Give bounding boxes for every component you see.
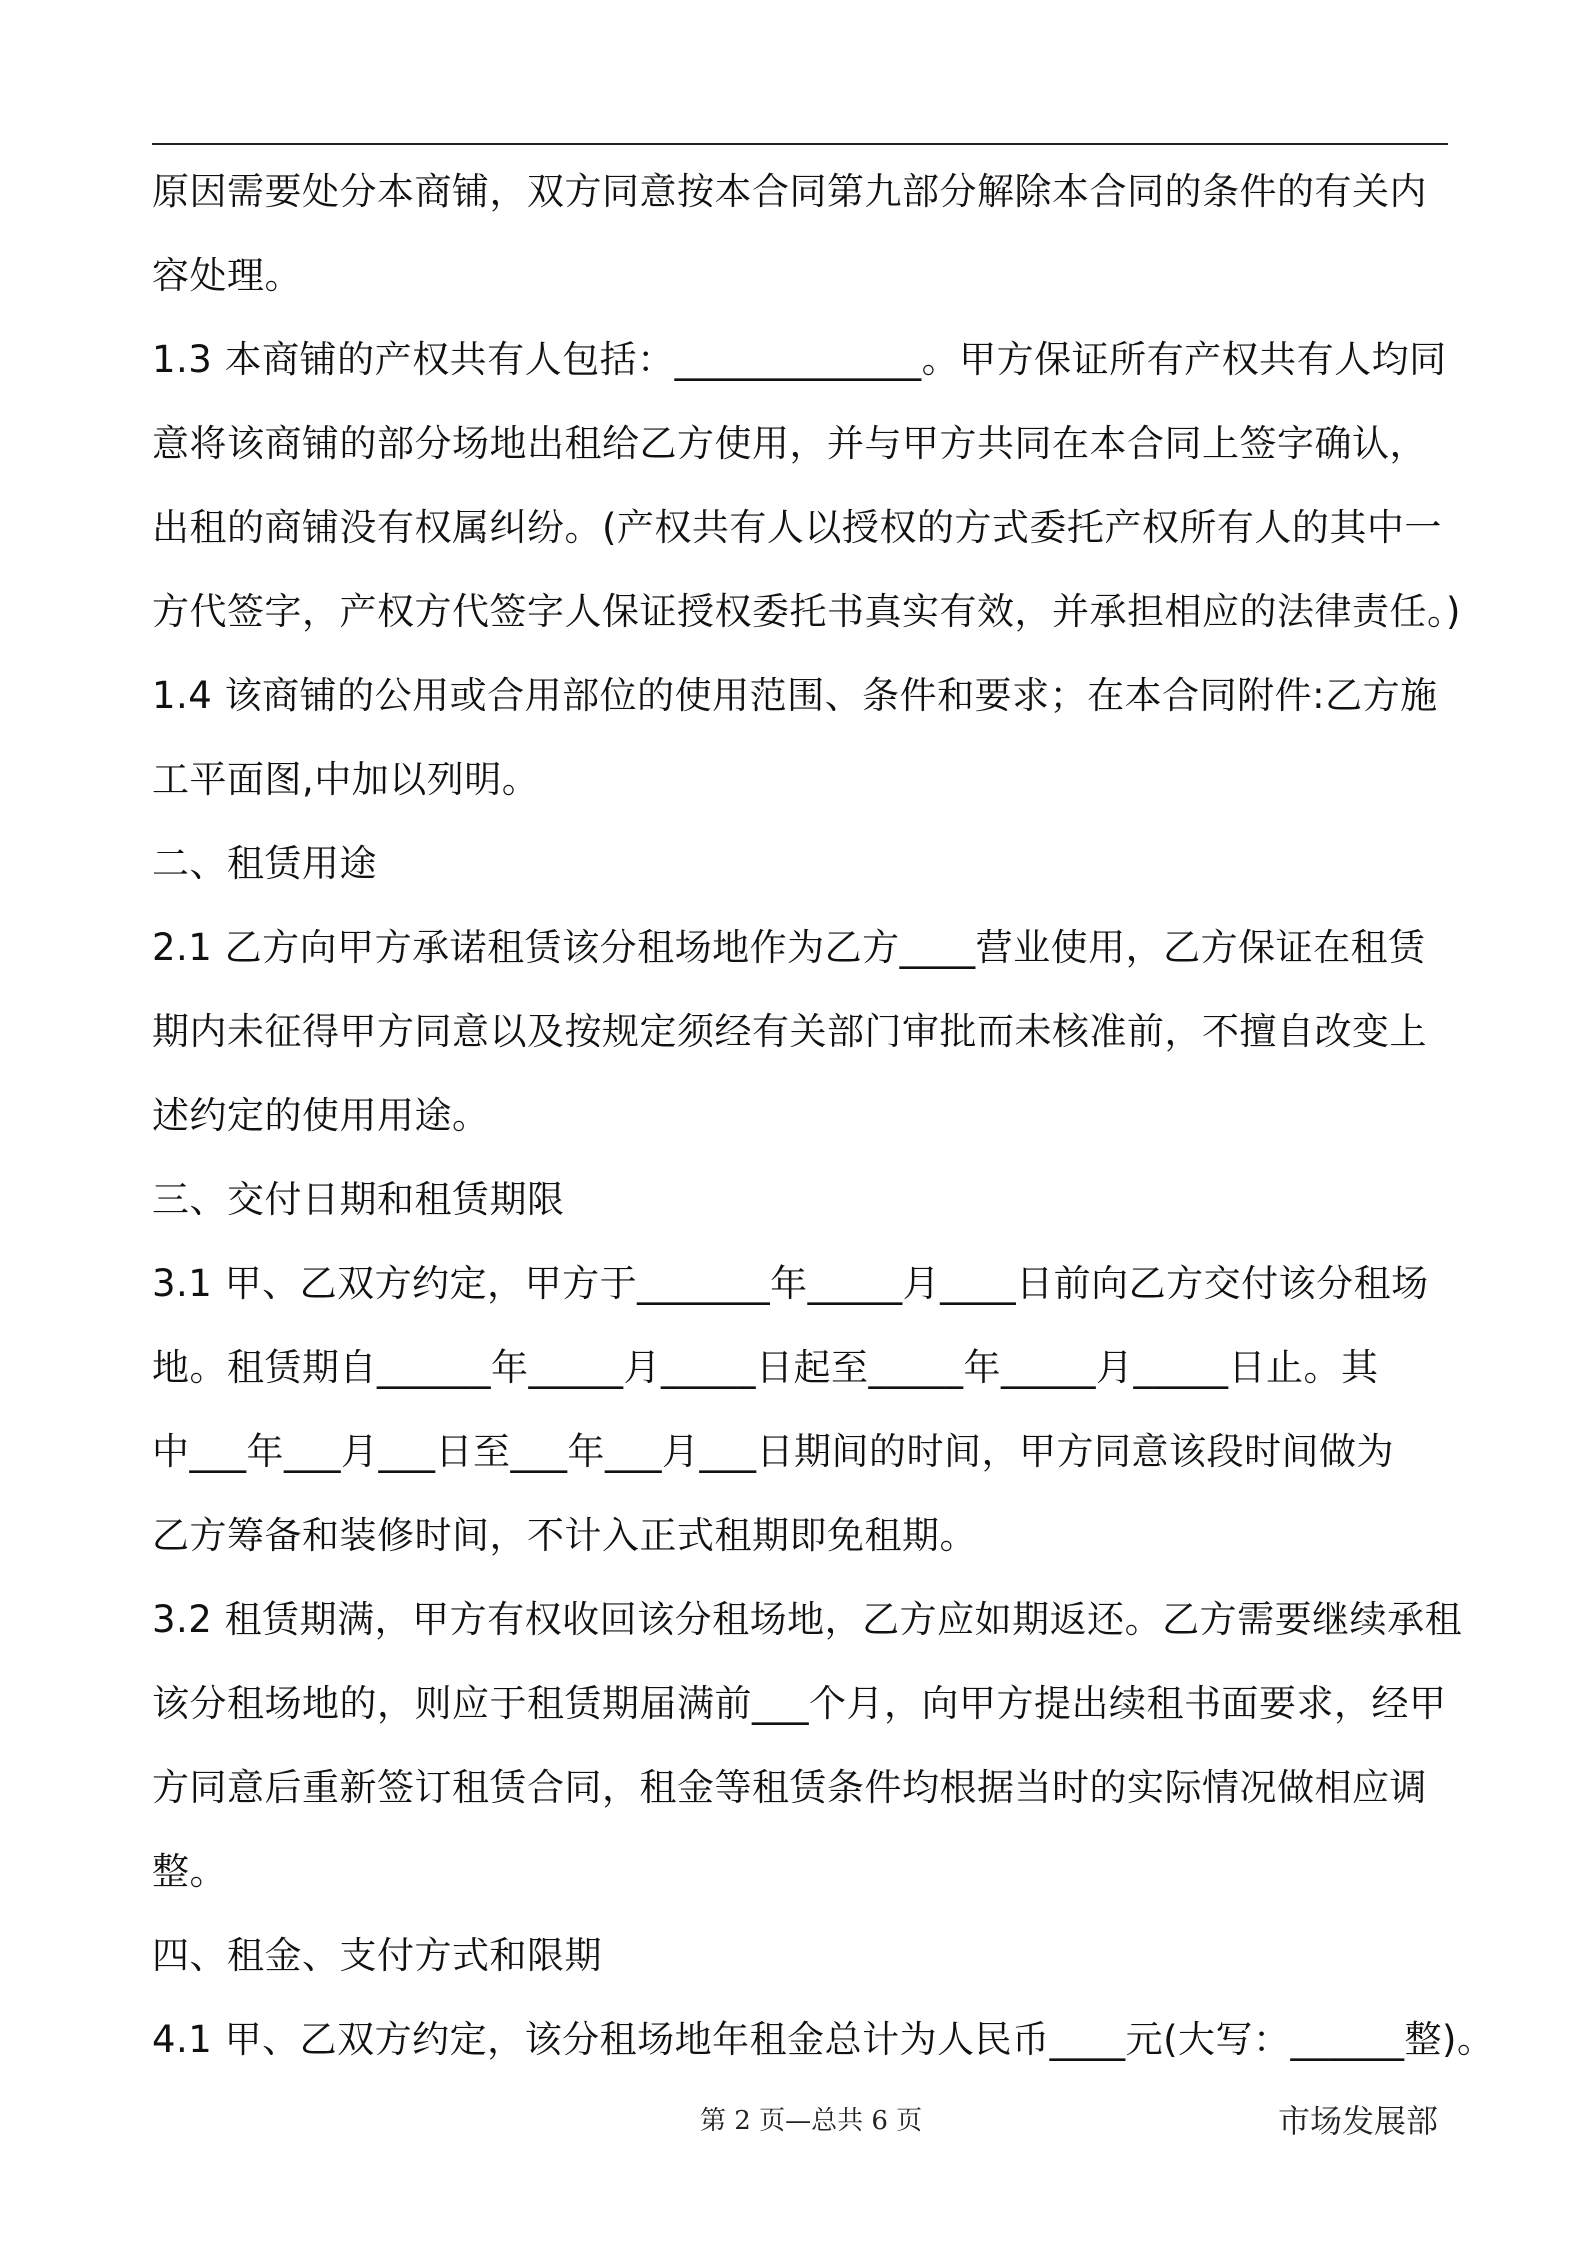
- text-line: 出租的商铺没有权属纠纷。(产权共有人以授权的方式委托产权所有人的其中一: [152, 506, 1442, 549]
- header-divider: [152, 143, 1448, 145]
- clause-1-4: 1.4 该商铺的公用或合用部位的使用范围、条件和要求；在本合同附件:乙方施: [152, 674, 1438, 717]
- text-line: 原因需要处分本商铺，双方同意按本合同第九部分解除本合同的条件的有关内: [152, 170, 1427, 213]
- department-label: 市场发展部: [1277, 2102, 1438, 2140]
- section-heading-4: 四、租金、支付方式和限期: [152, 1934, 602, 1977]
- text-line: 工平面图,中加以列明。: [152, 758, 540, 801]
- clause-3-2: 3.2 租赁期满，甲方有权收回该分租场地，乙方应如期返还。乙方需要继续承租: [152, 1598, 1463, 1641]
- clause-4-1: 4.1 甲、乙双方约定，该分租场地年租金总计为人民币____元(大写：______整)。: [152, 2018, 1495, 2061]
- text-line: 该分租场地的，则应于租赁期届满前___个月，向甲方提出续租书面要求，经甲: [152, 1682, 1447, 1725]
- section-heading-2: 二、租赁用途: [152, 842, 377, 885]
- text-line: 中___年___月___日至___年___月___日期间的时间，甲方同意该段时间做为: [152, 1430, 1394, 1473]
- section-heading-3: 三、交付日期和租赁期限: [152, 1178, 565, 1221]
- text-line: 期内未征得甲方同意以及按规定须经有关部门审批而未核准前，不擅自改变上: [152, 1010, 1427, 1053]
- text-line: 意将该商铺的部分场地出租给乙方使用，并与甲方共同在本合同上签字确认，: [152, 422, 1427, 465]
- text-line: 方同意后重新签订租赁合同，租金等租赁条件均根据当时的实际情况做相应调: [152, 1766, 1427, 1809]
- text-line: 地。租赁期自______年_____月_____日起至_____年_____月_____日止。其: [152, 1346, 1379, 1389]
- contract-body: [152, 150, 1495, 2082]
- text-line: 乙方筹备和装修时间，不计入正式租期即免租期。: [152, 1514, 977, 1557]
- clause-3-1: 3.1 甲、乙双方约定，甲方于_______年_____月____日前向乙方交付该分租场: [152, 1262, 1429, 1305]
- text-line: 方代签字，产权方代签字人保证授权委托书真实有效，并承担相应的法律责任。): [152, 590, 1461, 633]
- page-number: 第 2 页—总共 6 页: [700, 2106, 923, 2136]
- clause-2-1: 2.1 乙方向甲方承诺租赁该分租场地作为乙方____营业使用，乙方保证在租赁: [152, 926, 1426, 969]
- clause-1-3: 1.3 本商铺的产权共有人包括：_____________。甲方保证所有产权共有人均同: [152, 338, 1447, 381]
- text-line: 整。: [152, 1850, 227, 1893]
- text-line: 容处理。: [152, 254, 302, 297]
- text-line: 述约定的使用用途。: [152, 1094, 490, 1137]
